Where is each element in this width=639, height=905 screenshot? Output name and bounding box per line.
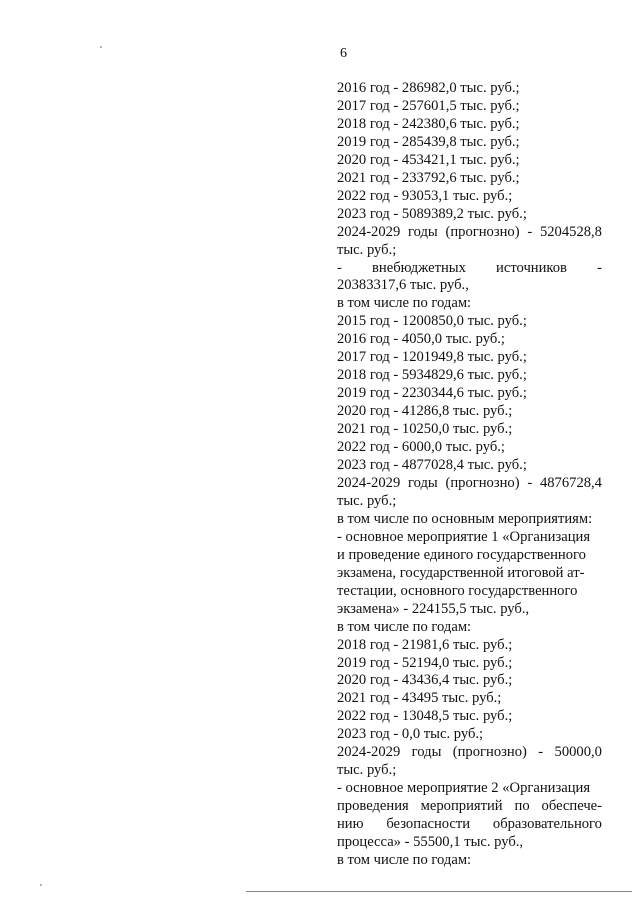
text-word: годы: [411, 744, 442, 761]
text-word: (прогнозно): [445, 474, 520, 491]
text-line: в том числе по годам:: [337, 851, 472, 868]
text-line: 2020 год - 453421,1 тыс. руб.;: [337, 151, 520, 168]
text-line: 2023 год - 4877028,4 тыс. руб.;: [337, 457, 527, 474]
text-word: по: [514, 798, 530, 815]
text-line: в том числе по годам:: [337, 295, 472, 312]
text-line: [337, 798, 602, 816]
text-word: источников: [496, 259, 567, 276]
text-line: 2020 год - 43436,4 тыс. руб.;: [337, 672, 513, 689]
text-line: тыс. руб.;: [337, 762, 397, 779]
text-word: мероприятий: [420, 798, 503, 815]
text-line: 2018 год - 5934829,6 тыс. руб.;: [337, 367, 527, 384]
text-line: 2016 год - 4050,0 тыс. руб.;: [337, 331, 505, 348]
text-word: 5204528,8: [539, 223, 602, 240]
text-line: [337, 816, 602, 834]
text-word: безопасности: [386, 816, 471, 833]
text-word: -: [597, 259, 602, 276]
footer-rule: [246, 891, 632, 892]
text-word: 2024-2029: [337, 223, 401, 240]
text-word: (прогнозно): [452, 744, 527, 761]
text-line: [337, 475, 602, 493]
text-line: 2021 год - 10250,0 тыс. руб.;: [337, 421, 513, 438]
text-line: 2019 год - 52194,0 тыс. руб.;: [337, 654, 513, 671]
text-line: 2020 год - 41286,8 тыс. руб.;: [337, 403, 513, 420]
text-line: 2021 год - 233792,6 тыс. руб.;: [337, 169, 520, 186]
text-word: 4876728,4: [539, 474, 602, 491]
text-word: -: [527, 223, 533, 240]
text-word: -: [337, 259, 342, 276]
text-line: 2023 год - 5089389,2 тыс. руб.;: [337, 205, 527, 222]
text-word: внебюджетных: [372, 259, 466, 276]
text-column: [337, 80, 602, 870]
text-line: тестации, основного государственного: [337, 582, 578, 599]
text-word: обеспече-: [541, 798, 602, 815]
text-line: 20383317,6 тыс. руб.,: [337, 277, 469, 294]
text-word: -: [538, 744, 544, 761]
text-line: 2017 год - 1201949,8 тыс. руб.;: [337, 349, 527, 366]
scan-speck: [40, 884, 42, 886]
text-line: экзамена» - 224155,5 тыс. руб.,: [337, 600, 530, 617]
text-line: тыс. руб.;: [337, 492, 397, 509]
text-word: годы: [408, 223, 438, 240]
text-line: - основное мероприятие 1 «Организация: [337, 528, 591, 545]
text-line: 2022 год - 93053,1 тыс. руб.;: [337, 187, 513, 204]
text-line: 2021 год - 43495 тыс. руб.;: [337, 690, 502, 707]
text-line: и проведение единого государственного: [337, 546, 586, 563]
text-line: [337, 224, 602, 242]
text-line: 2022 год - 13048,5 тыс. руб.;: [337, 708, 513, 725]
text-line: тыс. руб.;: [337, 241, 397, 258]
text-word: 50000,0: [554, 744, 602, 761]
text-word: 2024-2029: [337, 744, 401, 761]
text-line: в том числе по основным мероприятиям:: [337, 510, 593, 527]
text-line: 2018 год - 242380,6 тыс. руб.;: [337, 115, 520, 132]
text-line: экзамена, государственной итоговой ат-: [337, 564, 585, 581]
page-number: 6: [340, 46, 347, 61]
text-line: 2018 год - 21981,6 тыс. руб.;: [337, 636, 513, 653]
text-word: образовательного: [492, 816, 602, 833]
text-line: в том числе по годам:: [337, 618, 472, 635]
text-line: 2019 год - 2230344,6 тыс. руб.;: [337, 385, 527, 402]
text-line: процесса» - 55500,1 тыс. руб.,: [337, 834, 524, 851]
text-line: 2016 год - 286982,0 тыс. руб.;: [337, 80, 520, 96]
text-line: 2017 год - 257601,5 тыс. руб.;: [337, 97, 520, 114]
text-line: [337, 744, 602, 762]
text-line: - основное мероприятие 2 «Организация: [337, 780, 591, 797]
text-word: проведения: [337, 798, 409, 815]
text-line: 2015 год - 1200850,0 тыс. руб.;: [337, 313, 527, 330]
text-word: нию: [337, 816, 364, 833]
text-line: 2023 год - 0,0 тыс. руб.;: [337, 726, 484, 743]
text-word: (прогнозно): [445, 223, 520, 240]
text-line: 2019 год - 285439,8 тыс. руб.;: [337, 133, 520, 150]
text-word: -: [527, 474, 533, 491]
text-line: [337, 260, 602, 278]
text-word: 2024-2029: [337, 474, 401, 491]
text-line: 2022 год - 6000,0 тыс. руб.;: [337, 439, 505, 456]
scan-speck: [100, 46, 102, 48]
text-word: годы: [408, 474, 438, 491]
